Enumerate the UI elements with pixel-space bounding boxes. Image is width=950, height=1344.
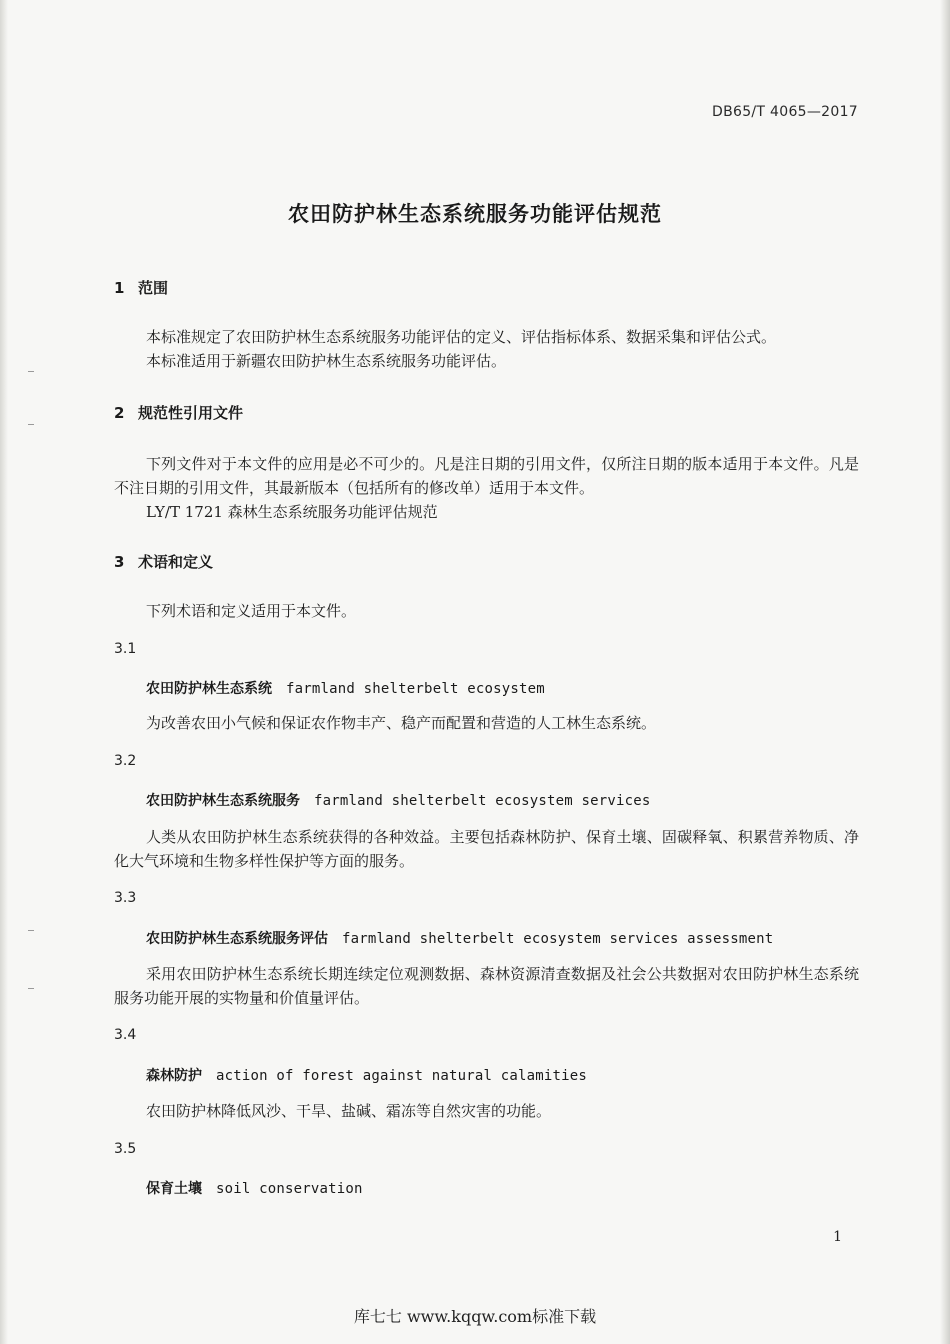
term-chinese: 农田防护林生态系统服务 — [146, 793, 300, 809]
scan-mark — [28, 930, 34, 931]
section-number: 1 — [114, 279, 125, 297]
clause-number: 3.5 — [114, 1141, 137, 1157]
document-title: 农田防护林生态系统服务功能评估规范 — [288, 202, 662, 226]
term-definition: 人类从农田防护林生态系统获得的各种效益。主要包括森林防护、保育土壤、固碳释氧、积累营养物质、净化大气环境和生物多样性保护等方面的服务。 — [114, 828, 859, 870]
section-title: 术语和定义 — [138, 553, 214, 571]
term-entry — [146, 790, 651, 810]
section-3-heading — [114, 551, 213, 572]
term-definition: 农田防护林降低风沙、干旱、盐碱、霜冻等自然灾害的功能。 — [146, 1102, 552, 1120]
scan-mark — [28, 371, 34, 372]
standard-number: DB65/T 4065—2017 — [712, 104, 858, 120]
term-english: farmland shelterbelt ecosystem — [286, 681, 545, 697]
term-entry — [146, 678, 545, 698]
terms-intro: 下列术语和定义适用于本文件。 — [146, 602, 357, 620]
term-chinese: 保育土壤 — [146, 1181, 202, 1197]
term-definition: 为改善农田小气候和保证农作物丰产、稳产而配置和营造的人工林生态系统。 — [146, 714, 657, 732]
term-entry — [146, 1065, 587, 1085]
clause-number: 3.2 — [114, 753, 137, 769]
section-1-heading — [114, 277, 168, 298]
clause-number: 3.1 — [114, 641, 137, 657]
section-number: 2 — [114, 404, 125, 422]
term-chinese: 森林防护 — [146, 1068, 202, 1084]
page-number: 1 — [833, 1229, 842, 1245]
section-title: 范围 — [138, 279, 169, 297]
section-2-heading — [114, 402, 243, 423]
scan-mark — [28, 424, 34, 425]
scope-paragraph-2: 本标准适用于新疆农田防护林生态系统服务功能评估。 — [146, 352, 507, 370]
clause-number: 3.4 — [114, 1027, 137, 1043]
clause-number: 3.3 — [114, 890, 137, 906]
term-entry — [146, 928, 773, 948]
term-chinese: 农田防护林生态系统 — [146, 681, 272, 697]
scope-paragraph-1: 本标准规定了农田防护林生态系统服务功能评估的定义、评估指标体系、数据采集和评估公式。 — [146, 328, 777, 346]
section-number: 3 — [114, 553, 125, 571]
term-english: farmland shelterbelt ecosystem services — [314, 793, 651, 809]
references-paragraph: 下列文件对于本文件的应用是必不可少的。凡是注日期的引用文件，仅所注日期的版本适用于本文件。凡是不注日期的引用文件，其最新版本（包括所有的修改单）适用于本文件。 — [114, 455, 859, 497]
term-entry — [146, 1178, 363, 1198]
scan-mark — [28, 988, 34, 989]
section-title: 规范性引用文件 — [138, 404, 244, 422]
reference-item: LY/T 1721 森林生态系统服务功能评估规范 — [146, 503, 438, 521]
term-definition: 采用农田防护林生态系统长期连续定位观测数据、森林资源清查数据及社会公共数据对农田防护林生态系统服务功能开展的实物量和价值量评估。 — [114, 965, 859, 1007]
term-english: soil conservation — [216, 1181, 363, 1197]
term-english: action of forest against natural calamities — [216, 1068, 588, 1084]
download-footer: 库七七 www.kqqw.com标准下载 — [353, 1307, 597, 1326]
term-chinese: 农田防护林生态系统服务评估 — [146, 931, 328, 947]
term-english: farmland shelterbelt ecosystem services assessment — [342, 931, 774, 947]
